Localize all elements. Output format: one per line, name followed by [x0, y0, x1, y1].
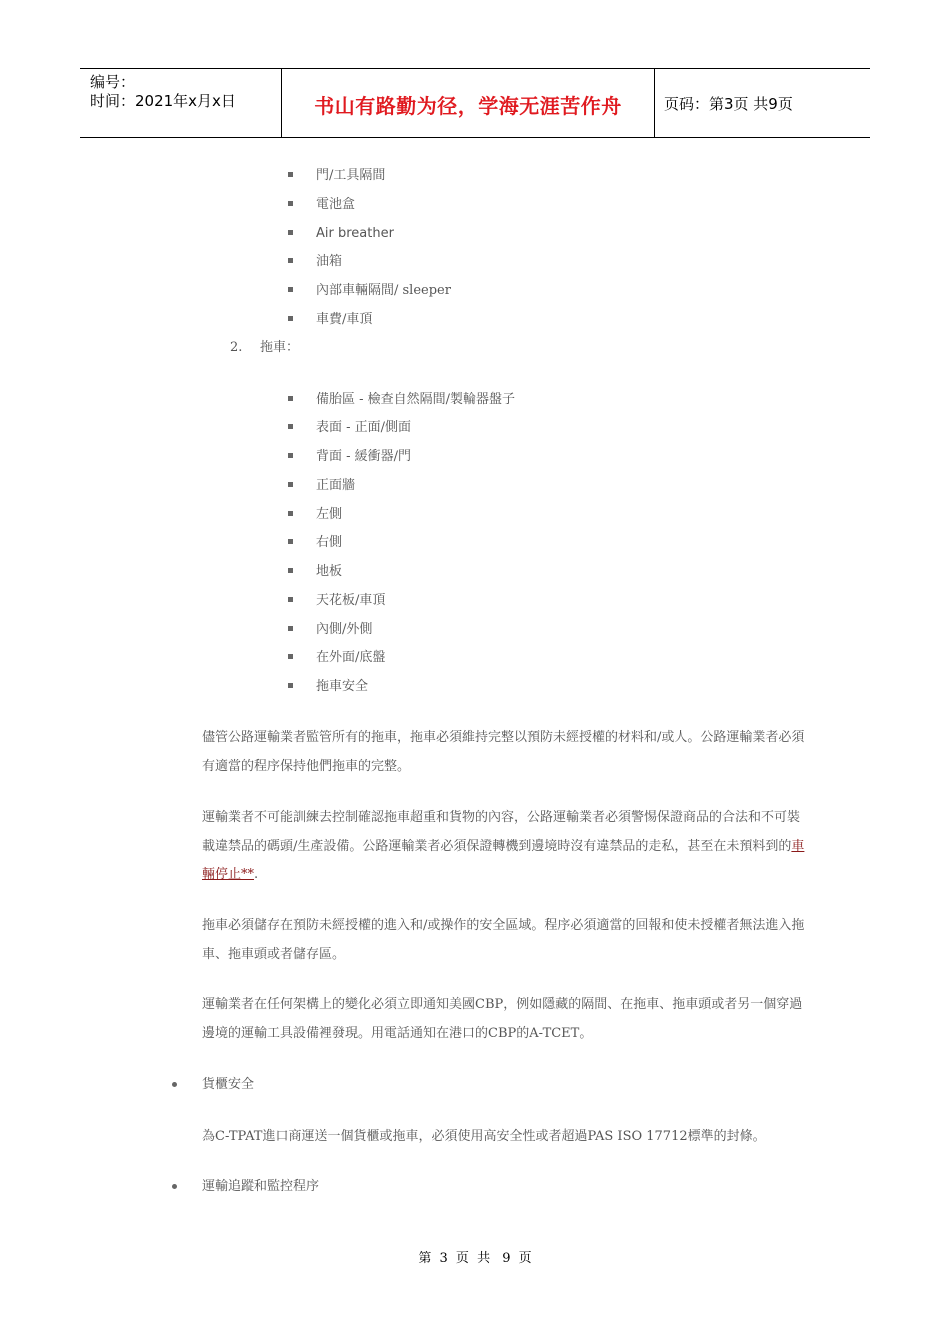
page-header	[80, 68, 870, 138]
list-item-text: 左側	[316, 507, 343, 522]
list-item-text: 內部車輛隔間/ sleeper	[316, 283, 451, 298]
paragraph: 拖車必須儲存在預防未經授權的進入和/或操作的安全區域。程序必須適當的回報和使未授權者無法進入拖車、拖車頭或者儲存區。	[202, 918, 805, 962]
list-item-text: 電池盒	[316, 197, 356, 212]
vehicle-stop-link[interactable]: 車輛停止**	[202, 838, 805, 882]
footer-page-number: 3	[439, 1251, 448, 1266]
page-label: 页码：第3页 共9页	[664, 95, 793, 113]
number-label: 编号：	[90, 73, 136, 91]
list-item-text: 拖車安全	[316, 679, 369, 694]
list-item-text: 在外面/底盤	[316, 650, 386, 665]
list-item-text: 正面牆	[316, 478, 356, 493]
list-item-text: 車費/車頂	[316, 312, 373, 327]
list-item-text: 地板	[316, 564, 343, 579]
section-title: 拖車：	[260, 340, 300, 355]
list-item-text: Air breather	[316, 226, 394, 241]
header-meta-cell	[80, 69, 282, 137]
bullet-text: 運輸追蹤和監控程序	[202, 1179, 320, 1194]
header-motto-cell	[282, 69, 655, 137]
paragraph: 儘管公路運輸業者監管所有的拖車，拖車必須維持完整以預防未經授權的材料和/或人。公路運輸業者必須有適當的程序保持他們拖車的完整。	[202, 730, 805, 774]
section-number: 2.	[230, 340, 243, 355]
page-footer	[0, 1247, 950, 1266]
footer-word: 第	[418, 1251, 432, 1266]
list-item-text: 內側/外側	[316, 622, 373, 637]
paragraph-end: .	[254, 867, 259, 882]
footer-word: 页	[455, 1251, 469, 1266]
list-item-text: 表面 - 正面/側面	[316, 420, 412, 435]
paragraph: 為C-TPAT進口商運送一個貨櫃或拖車，必須使用高安全性或者超過PAS ISO 17712標準的封條。	[202, 1129, 766, 1144]
paragraph-text: 運輸業者不可能訓練去控制確認拖車超重和貨物的內容，公路運輸業者必須警惕保證商品的合法和不可裝載違禁品的碼頭/生產設備。公路運輸業者必須保證轉機到邊境時沒有違禁品的走私，甚至在未預料到的	[202, 810, 801, 854]
list-item-text: 背面 - 緩衝器/門	[316, 449, 412, 464]
footer-word: 页	[518, 1251, 532, 1266]
section-heading	[230, 338, 299, 358]
list-item-text: 備胎區 - 檢查自然隔間/製輪器盤子	[316, 392, 516, 407]
motto: 书山有路勤为径，学海无涯苦作舟	[314, 94, 622, 118]
list-item-text: 門/工具隔間	[316, 168, 386, 183]
footer-total-pages: 9	[502, 1251, 511, 1266]
list-item-text: 油箱	[316, 254, 343, 269]
footer-word: 共	[477, 1251, 491, 1266]
list-item-text: 天花板/車頂	[316, 593, 386, 608]
paragraph	[202, 804, 812, 890]
date-label: 时间：2021年x月x日	[90, 92, 236, 110]
paragraph: 運輸業者在任何架構上的變化必須立即通知美國CBP，例如隱藏的隔間、在拖車、拖車頭或者另一個穿過邊境的運輸工具設備裡發現。用電話通知在港口的CBP的A-TCET。	[202, 997, 803, 1041]
header-page-cell	[655, 69, 870, 137]
list-item-text: 右側	[316, 535, 343, 550]
bullet-text: 貨櫃安全	[202, 1077, 255, 1092]
